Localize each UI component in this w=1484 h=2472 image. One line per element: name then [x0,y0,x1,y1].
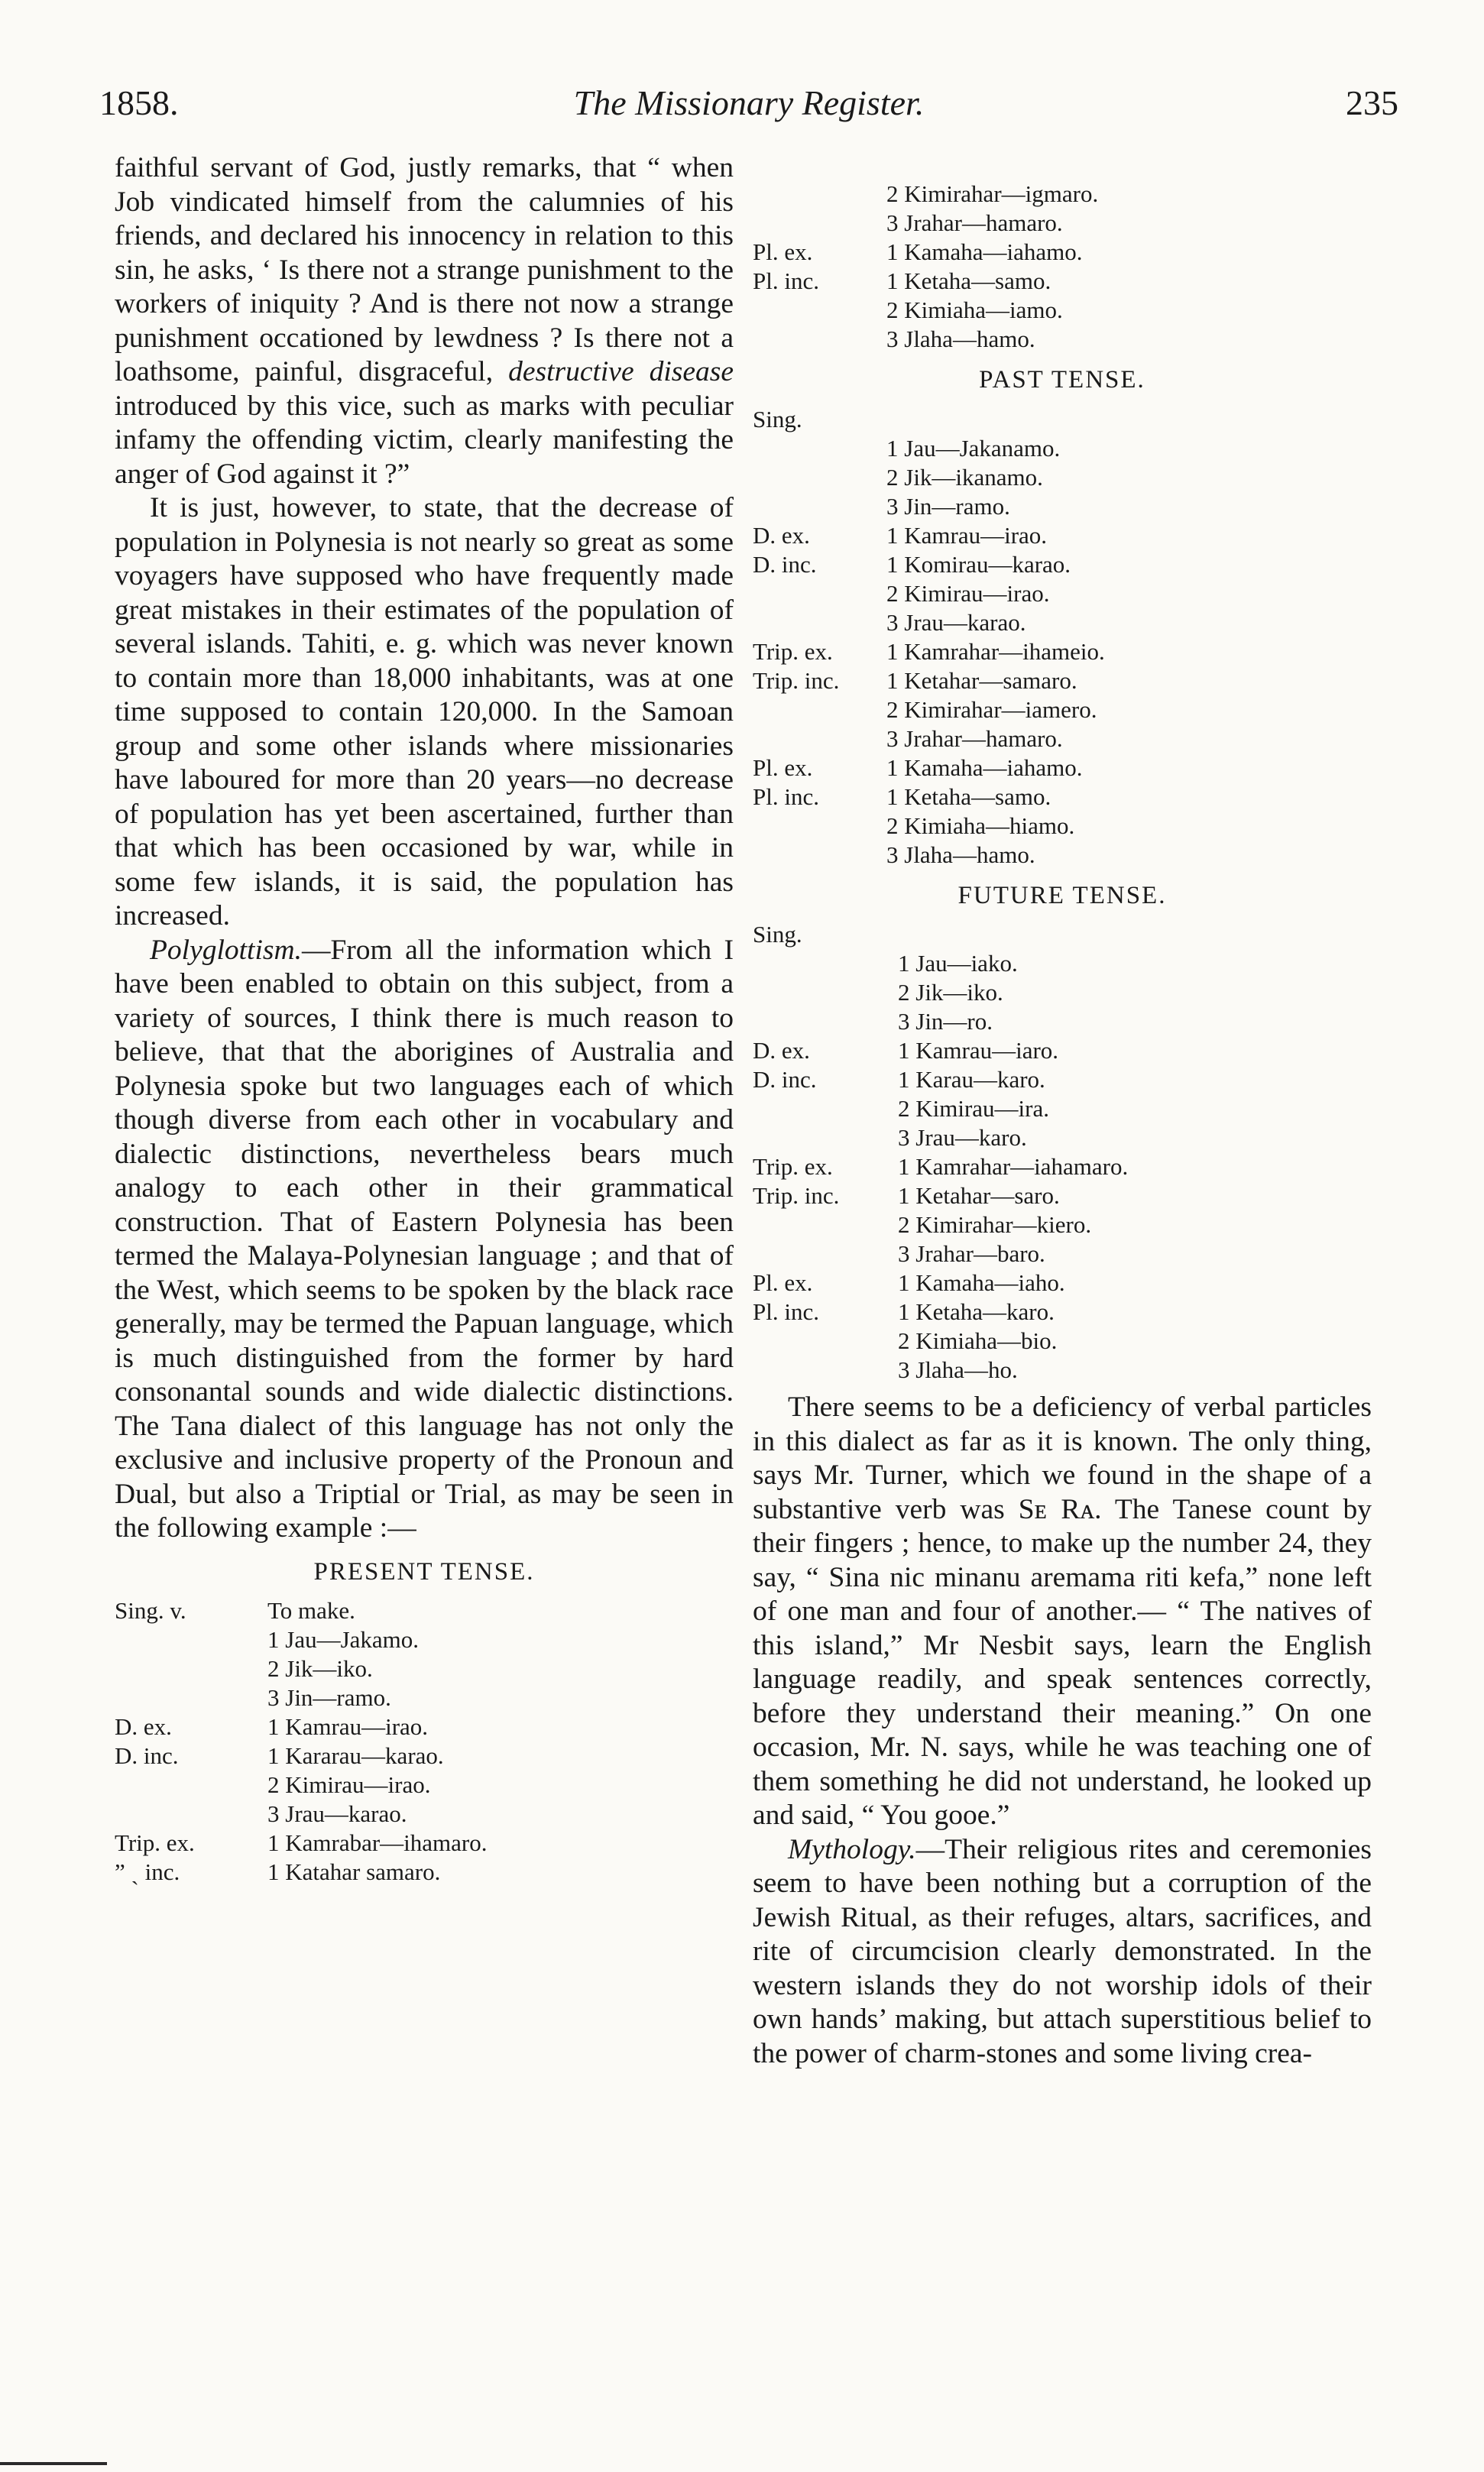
person-label: Trip. inc. [753,1182,840,1209]
verb-form: 1 Ketahar—saro. [898,1182,1060,1209]
verb-form: 1 Jau—iako. [898,950,1018,977]
conjugation-row [753,579,1372,608]
verb-form: 3 Jrau—karao. [267,1800,407,1827]
verb-form: 1 Jau—Jakamo. [267,1626,420,1653]
person-label [753,209,886,238]
header-year: 1858. [99,83,179,122]
verb-form: 2 Kimirau—irao. [267,1771,431,1798]
conjugation-row [753,1123,1372,1152]
verb-form [886,405,1372,434]
conjugation-row [753,1036,1372,1065]
person-label [753,1239,898,1268]
verb-form: 2 Kimirahar—kiero. [898,1211,1092,1238]
present-tense-table-continued [753,180,1372,354]
person-label: D. inc. [753,1066,817,1093]
person-label [115,1625,267,1654]
conjugation-row [753,296,1372,325]
verb-form: 1 Karau—karo. [898,1066,1045,1093]
person-label [115,1654,267,1683]
verb-form: 1 Ketaha—karo. [898,1298,1055,1325]
conjugation-row [753,1152,1372,1181]
verb-form: 2 Kimirau—irao. [886,579,1050,607]
person-label: D. ex. [753,1037,810,1064]
conjugation-row [753,434,1372,463]
conjugation-row [753,1007,1372,1036]
future-tense-heading: FUTURE TENSE. [957,881,1167,909]
person-label [115,1683,267,1712]
person-label: Trip. inc. [753,666,840,694]
conjugation-row [753,1065,1372,1094]
person-label: Pl. ex. [753,1269,813,1296]
verb-form: 3 Jrau—karao. [886,608,1026,636]
person-label [753,296,886,325]
person-label: D. inc. [115,1742,179,1769]
person-label: Pl. inc. [753,267,819,294]
verb-form: 3 Jlaha—hamo. [886,841,1035,868]
verb-form: 3 Jlaha—hamo. [886,326,1035,352]
conjugation-row [753,521,1372,550]
conjugation-row [753,1268,1372,1298]
person-label [753,325,886,354]
conjugation-row [753,1327,1372,1356]
verb-form: 2 Jik—iko. [267,1655,373,1682]
present-tense-heading: PRESENT TENSE. [313,1557,535,1586]
page-number: 235 [1346,83,1398,122]
conjugation-row [753,695,1372,724]
person-label [753,841,886,870]
conjugation-row [115,1829,734,1858]
verb-form: 1 Jau—Jakanamo. [886,434,1061,462]
conjugation-row [115,1683,734,1712]
verb-form: 1 Kamrahar—iahamaro. [898,1153,1129,1180]
conjugation-row [753,1239,1372,1268]
verb-form: 2 Kimiaha—iamo. [886,296,1063,323]
verb-form: 3 Jin—ro. [898,1008,993,1035]
left-column [115,151,734,1887]
person-label: Sing. [753,921,802,948]
verb-form: 1 Kamrau—irao. [886,521,1048,549]
person-label [753,1007,898,1036]
verb-form: 3 Jin—ramo. [267,1684,391,1711]
verb-form: 1 Katahar samaro. [267,1858,441,1885]
conjugation-row [115,1800,734,1829]
verb-form: 3 Jlaha—ho. [898,1356,1018,1383]
person-label [753,1356,898,1385]
conjugation-row [753,1181,1372,1210]
verb-form: 1 Kamaha—iaho. [898,1269,1065,1296]
conjugation-row [115,1858,734,1887]
verb-form: 2 Kimirau—ira. [898,1095,1050,1122]
conjugation-row [115,1741,734,1771]
person-label [753,695,886,724]
conjugation-row [753,949,1372,978]
person-label: Sing. [753,405,802,433]
conjugation-row [753,325,1372,354]
person-label [115,1771,267,1800]
conjugation-row [115,1771,734,1800]
conjugation-row [753,753,1372,782]
person-label [753,724,886,753]
conjugation-row [115,1596,734,1625]
verb-form: 1 Komirau—karao. [886,550,1071,578]
verb-form: 2 Kimirahar—igmaro. [886,180,1099,207]
person-label [753,949,898,978]
conjugation-row [753,267,1372,296]
paragraph-mythology: Mythology.—Their religious rites and ceremonies seem to have been nothing but a corruption of the Jewish Ritual, as their refuges, altars, sacrifices, and rite of circumcision clearly demonstrated. In the western islands they do not worship idols of their own hands’ making, but attach superstitious belief to the power of charm-stones and some living crea- [753,1833,1372,2069]
conjugation-row [115,1712,734,1741]
verb-form: 1 Kararau—karao. [267,1742,444,1769]
past-tense-heading: PAST TENSE. [979,366,1145,394]
person-label: Pl. ex. [753,238,813,265]
person-label [753,1327,898,1356]
verb-form: 1 Ketaha—samo. [886,267,1051,294]
person-label: D. ex. [115,1713,172,1740]
person-label [753,1210,898,1239]
verb-form: 2 Kimirahar—iamero. [886,695,1097,723]
conjugation-row [115,1654,734,1683]
person-label: Sing. v. [115,1597,186,1624]
conjugation-row [115,1625,734,1654]
right-column [753,180,1372,2071]
conjugation-row [753,1094,1372,1123]
present-tense-table [115,1596,734,1887]
conjugation-row [753,405,1372,434]
person-label: Pl. inc. [753,782,819,810]
verb-form: 1 Ketaha—samo. [886,782,1051,810]
conjugation-row [753,209,1372,238]
conjugation-row [753,978,1372,1007]
running-header [99,83,1398,144]
footer-rule [0,2462,107,2465]
verb-form: 2 Kimiaha—bio. [898,1327,1058,1354]
person-label: Trip. ex. [753,1153,833,1180]
person-label [753,608,886,637]
verb-form: 1 Kamrahar—ihameio. [886,637,1105,665]
person-label: Pl. ex. [753,753,813,781]
verb-form: 3 Jrahar—baro. [898,1240,1045,1267]
paragraph-verbal-particles: There seems to be a deficiency of verbal particles in this dialect as far as it is known. The only thing, says Mr. Turner, which we found in the shape of a substantive verb was Sᴇ Rᴀ. The Tanese count by their fingers ; hence, to make up the number 24, they say, “ Sina nic minanu aremama riti kefa,” none left of one man and four of another.— “ The natives of this island,” Mr Nesbit says, learn the English language readily, and speak sentences correctly, before they understand their meaning.” On one occasion, Mr. N. says, while he was teaching one of them something he did not understand, he looked up and said, “ You gooe.” [753,1392,1372,1831]
paragraph-population: It is just, however, to state, that the decrease of population in Polynesia is not nearly so great as some voyagers have supposed who have frequently made great mistakes in their estimates of the population of several islands. Tahiti, e. g. which was never known to contain more than 18,000 inhabitants, was at one time supposed to contain 120,000. In the Samoan group and some other islands where missionaries have laboured for more than 20 years—no decrease of population has yet been ascertained, further than that which has been occasioned by war, while in some few islands, it is said, the population has increased. [115,492,734,931]
verb-form: 1 Kamrabar—ihamaro. [267,1829,488,1856]
conjugation-row [753,724,1372,753]
verb-form: 1 Kamaha—iahamo. [886,238,1083,265]
person-label [753,579,886,608]
person-label: ” ˏ inc. [115,1858,180,1885]
verb-form: 1 Ketahar—samaro. [886,666,1077,694]
verb-form: 1 Kamrau—iaro. [898,1037,1059,1064]
verb-form: 1 Kamrau—irao. [267,1713,429,1740]
person-label: Pl. inc. [753,1298,819,1325]
verb-form: 1 Kamaha—iahamo. [886,753,1083,781]
emphasis: destructive disease [508,356,734,387]
future-tense-table [753,920,1372,1385]
person-label [753,492,886,521]
conjugation-row [753,812,1372,841]
conjugation-row [753,180,1372,209]
conjugation-row [753,238,1372,267]
verb-form: 2 Kimiaha—hiamo. [886,812,1075,839]
person-label [753,434,886,463]
conjugation-row [753,492,1372,521]
person-label [753,978,898,1007]
conjugation-row [753,1298,1372,1327]
conjugation-row [753,608,1372,637]
person-label [115,1800,267,1829]
header-title: The Missionary Register. [573,83,925,122]
verb-form: 3 Jrahar—hamaro. [886,209,1063,236]
conjugation-row [753,666,1372,695]
person-label: Trip. ex. [753,637,833,665]
paragraph-continuation: faithful servant of God, justly remarks, that “ when Job vindicated himself from the calumnies of his friends, and declared his innocency in relation to this sin, he asks, ‘ Is there not a strange punishment to the workers of iniquity ? And is there not now a strange punishment occationed by lewdness ? Is there not a loathsome, painful, disgraceful, destructive disease introduced by this vice, such as marks with peculiar infamy the offending victim, clearly manifesting the anger of God against it ?” [115,152,734,490]
conjugation-row [753,920,1372,949]
person-label: D. ex. [753,521,810,549]
person-label: D. inc. [753,550,817,578]
verb-form: 3 Jin—ramo. [886,492,1010,520]
person-label [753,180,886,209]
conjugation-row [753,550,1372,579]
conjugation-row [753,841,1372,870]
person-label [753,812,886,841]
verb-form: To make. [267,1597,355,1624]
paragraph-polyglottism: Polyglottism.—From all the information which I have been enabled to obtain on this subject, from a variety of sources, I think there is much reason to believe, that that the aborigines of Australia and Polynesia spoke but two languages each of which though diverse from each other in vocabulary and dialectic distinctions, nevertheless bears much analogy to each other in their grammatical construction. That of Eastern Polynesia has been termed the Malaya-Polynesian language ; and that of the West, which seems to be spoken by the black race generally, may be termed the Papuan language, which is much distinguished from the former by hard consonantal sounds and wide dialectic distinctions. The Tana dialect of this language has not only the exclusive and inclusive property of the Pronoun and Dual, but also a Triptial or Trial, as may be seen in the following example :— [115,934,734,1544]
person-label [753,463,886,492]
conjugation-row [753,463,1372,492]
verb-form: 2 Jik—iko. [898,979,1003,1006]
verb-form: 2 Jik—ikanamo. [886,463,1043,491]
section-title-polyglottism: Polyglottism. [150,934,302,966]
section-title-mythology: Mythology. [788,1833,916,1865]
verb-form: 3 Jrau—karo. [898,1124,1027,1151]
verb-form [898,920,1372,949]
person-label: Trip. ex. [115,1829,195,1856]
conjugation-row [753,1356,1372,1385]
conjugation-row [753,1210,1372,1239]
past-tense-table [753,405,1372,870]
conjugation-row [753,637,1372,666]
conjugation-row [753,782,1372,812]
verb-form: 3 Jrahar—hamaro. [886,724,1063,752]
person-label [753,1094,898,1123]
person-label [753,1123,898,1152]
